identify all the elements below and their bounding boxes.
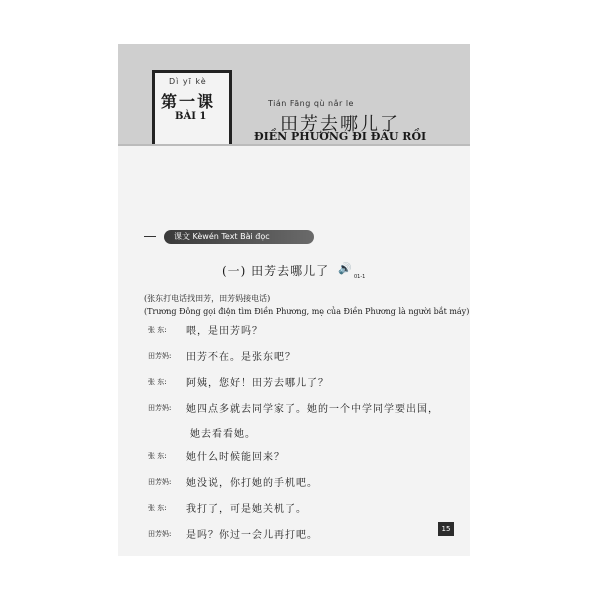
dialogue-line: 她去看看她。 <box>190 429 256 440</box>
dialogue-line: 阿姨，您好！田芳去哪儿了？ <box>186 378 329 389</box>
dialogue-line: 她什么时候能回来？ <box>186 452 285 463</box>
dialogue-line: 喂，是田芳吗？ <box>186 326 263 337</box>
dialogue-speaker: 田芳妈: <box>148 478 172 486</box>
dialogue-speaker: 田芳妈: <box>148 352 172 360</box>
lesson-number-cn: 第一课 <box>161 92 216 111</box>
dialogue-speaker: 张 东: <box>148 452 167 460</box>
lesson-label-box <box>152 70 232 144</box>
page-title-cn: 田芳去哪儿了 <box>280 114 400 135</box>
dialogue-speaker: 张 东: <box>148 504 167 512</box>
dialogue-speaker: 田芳妈: <box>148 530 172 538</box>
dialogue-line: 她四点多就去同学家了。她的一个中学同学要出国， <box>186 404 439 415</box>
text-subtitle: (一) 田芳去哪儿了 <box>222 264 330 278</box>
dialogue-speaker: 张 东: <box>148 326 167 334</box>
audio-track-code: 01-1 <box>354 274 366 280</box>
page-title-vn: ĐIỀN PHƯƠNG ĐI ĐÂU RỒI <box>254 130 427 143</box>
dialogue-speaker: 田芳妈: <box>148 404 172 412</box>
dialogue-line: 她没说，你打她的手机吧。 <box>186 478 318 489</box>
dialogue-line: 田芳不在。是张东吧？ <box>186 352 296 363</box>
dialogue-speaker: 张 东: <box>148 378 167 386</box>
dialogue-line: 是吗？你过一会儿再打吧。 <box>186 530 318 541</box>
dialogue-line: 我打了，可是她关机了。 <box>186 504 307 515</box>
speaker-icon[interactable]: 🔊 <box>338 262 352 275</box>
section-dash <box>144 236 156 237</box>
scene-note-cn: (张东打电话找田芳，田芳妈接电话) <box>144 294 271 303</box>
scene-note-vn: (Trương Đông gọi điện tìm Điền Phương, mẹ của Điền Phương là người bắt máy) <box>144 307 470 316</box>
lesson-pinyin: Dì yī kè <box>169 77 207 86</box>
section-label: 课文 Kèwén Text Bài đọc <box>164 230 314 244</box>
lesson-number-vn: BÀI 1 <box>175 111 207 122</box>
title-pinyin: Tián Fāng qù nǎr le <box>268 99 354 108</box>
page-number: 15 <box>438 522 454 536</box>
textbook-page <box>118 44 470 556</box>
header-divider <box>118 144 470 146</box>
